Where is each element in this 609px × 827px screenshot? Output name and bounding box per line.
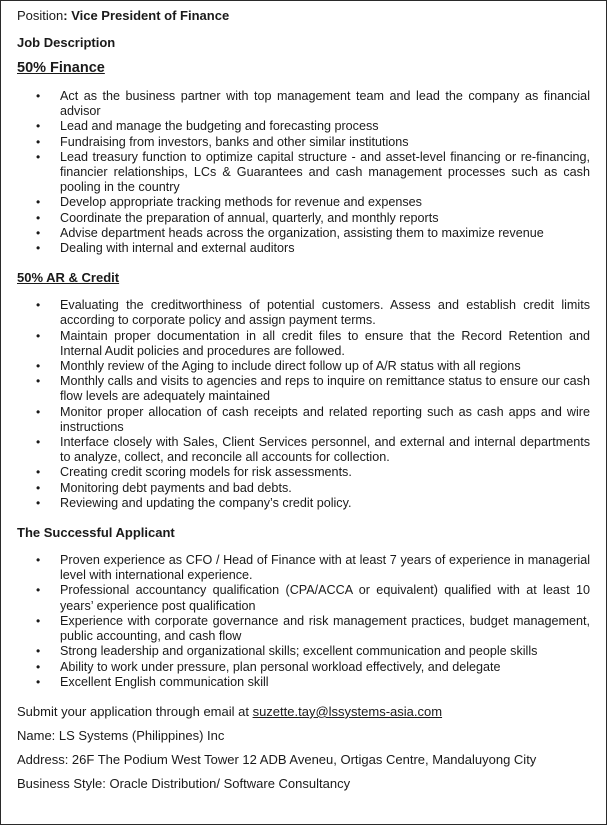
address-line: Address: 26F The Podium West Tower 12 ADB Aveneu, Ortigas Centre, Mandaluyong City xyxy=(17,751,537,767)
list-item: • Coordinate the preparation of annual, quarterly, and monthly reports xyxy=(17,211,590,226)
list-item: • Monitoring debt payments and bad debts. xyxy=(17,481,590,496)
ar-credit-list xyxy=(17,298,590,511)
company-name-line: Name: LS Systems (Philippines) Inc xyxy=(17,727,225,743)
list-item: • Act as the business partner with top management team and lead the company as financial advisor xyxy=(17,89,590,119)
finance-list xyxy=(17,89,590,256)
list-item: • Strong leadership and organizational skills; excellent communication and people skills xyxy=(17,644,590,659)
list-item: • Fundraising from investors, banks and other similar institutions xyxy=(17,135,590,150)
position-label: Position xyxy=(17,8,64,23)
applicant-section-title: The Successful Applicant xyxy=(17,525,175,541)
list-item: • Monthly review of the Aging to include direct follow up of A/R status with all regions xyxy=(17,359,590,374)
applicant-list xyxy=(17,553,590,690)
ar-credit-section-title: 50% AR & Credit xyxy=(17,270,120,286)
position-line xyxy=(17,7,590,24)
list-item: • Creating credit scoring models for risk assessments. xyxy=(17,465,590,480)
list-item: • Maintain proper documentation in all credit files to ensure that the Record Retention and Internal Audit policies and procedures are followed. xyxy=(17,329,590,359)
list-item: • Lead treasury function to optimize capital structure - and asset-level financing or re-financing, financier relationships, LCs & Guarantees and cash management processes such as cash pooling in the country xyxy=(17,150,590,196)
list-item: • Monitor proper allocation of cash receipts and related reporting such as cash apps and wire instructions xyxy=(17,405,590,435)
business-style-line: Business Style: Oracle Distribution/ Software Consultancy xyxy=(17,775,351,791)
list-item: • Experience with corporate governance and risk management practices, budget management, public accounting, and cash flow xyxy=(17,614,590,644)
position-title: : Vice President of Finance xyxy=(63,8,230,23)
list-item: • Ability to work under pressure, plan personal workload effectively, and delegate xyxy=(17,660,590,675)
list-item: • Interface closely with Sales, Client Services personnel, and external and internal departments to analyze, collect, and reconcile all accounts for collection. xyxy=(17,435,590,465)
list-item: • Evaluating the creditworthiness of potential customers. Assess and establish credit limits according to corporate policy and assign payment terms. xyxy=(17,298,590,328)
list-item: • Monthly calls and visits to agencies and reps to inquire on remittance status to ensure our cash flow levels are adequately maintained xyxy=(17,374,590,404)
submit-text: Submit your application through email at xyxy=(17,703,253,719)
list-item: • Professional accountancy qualification (CPA/ACCA or equivalent) qualified with at least 10 years’ experience post qualification xyxy=(17,583,590,613)
list-item: • Reviewing and updating the company’s credit policy. xyxy=(17,496,590,511)
list-item: • Develop appropriate tracking methods for revenue and expenses xyxy=(17,195,590,210)
list-item: • Dealing with internal and external auditors xyxy=(17,241,590,256)
job-description-heading: Job Description xyxy=(17,35,116,50)
email-link[interactable]: suzette.tay@lssystems-asia.com xyxy=(252,703,443,719)
list-item: • Lead and manage the budgeting and forecasting process xyxy=(17,119,590,134)
submit-line xyxy=(17,703,590,720)
list-item: • Proven experience as CFO / Head of Finance with at least 7 years of experience in managerial level with international experience. xyxy=(17,553,590,583)
list-item: • Excellent English communication skill xyxy=(17,675,590,690)
finance-section-title: 50% Finance xyxy=(17,60,105,76)
list-item: • Advise department heads across the organization, assisting them to maximize revenue xyxy=(17,226,590,241)
